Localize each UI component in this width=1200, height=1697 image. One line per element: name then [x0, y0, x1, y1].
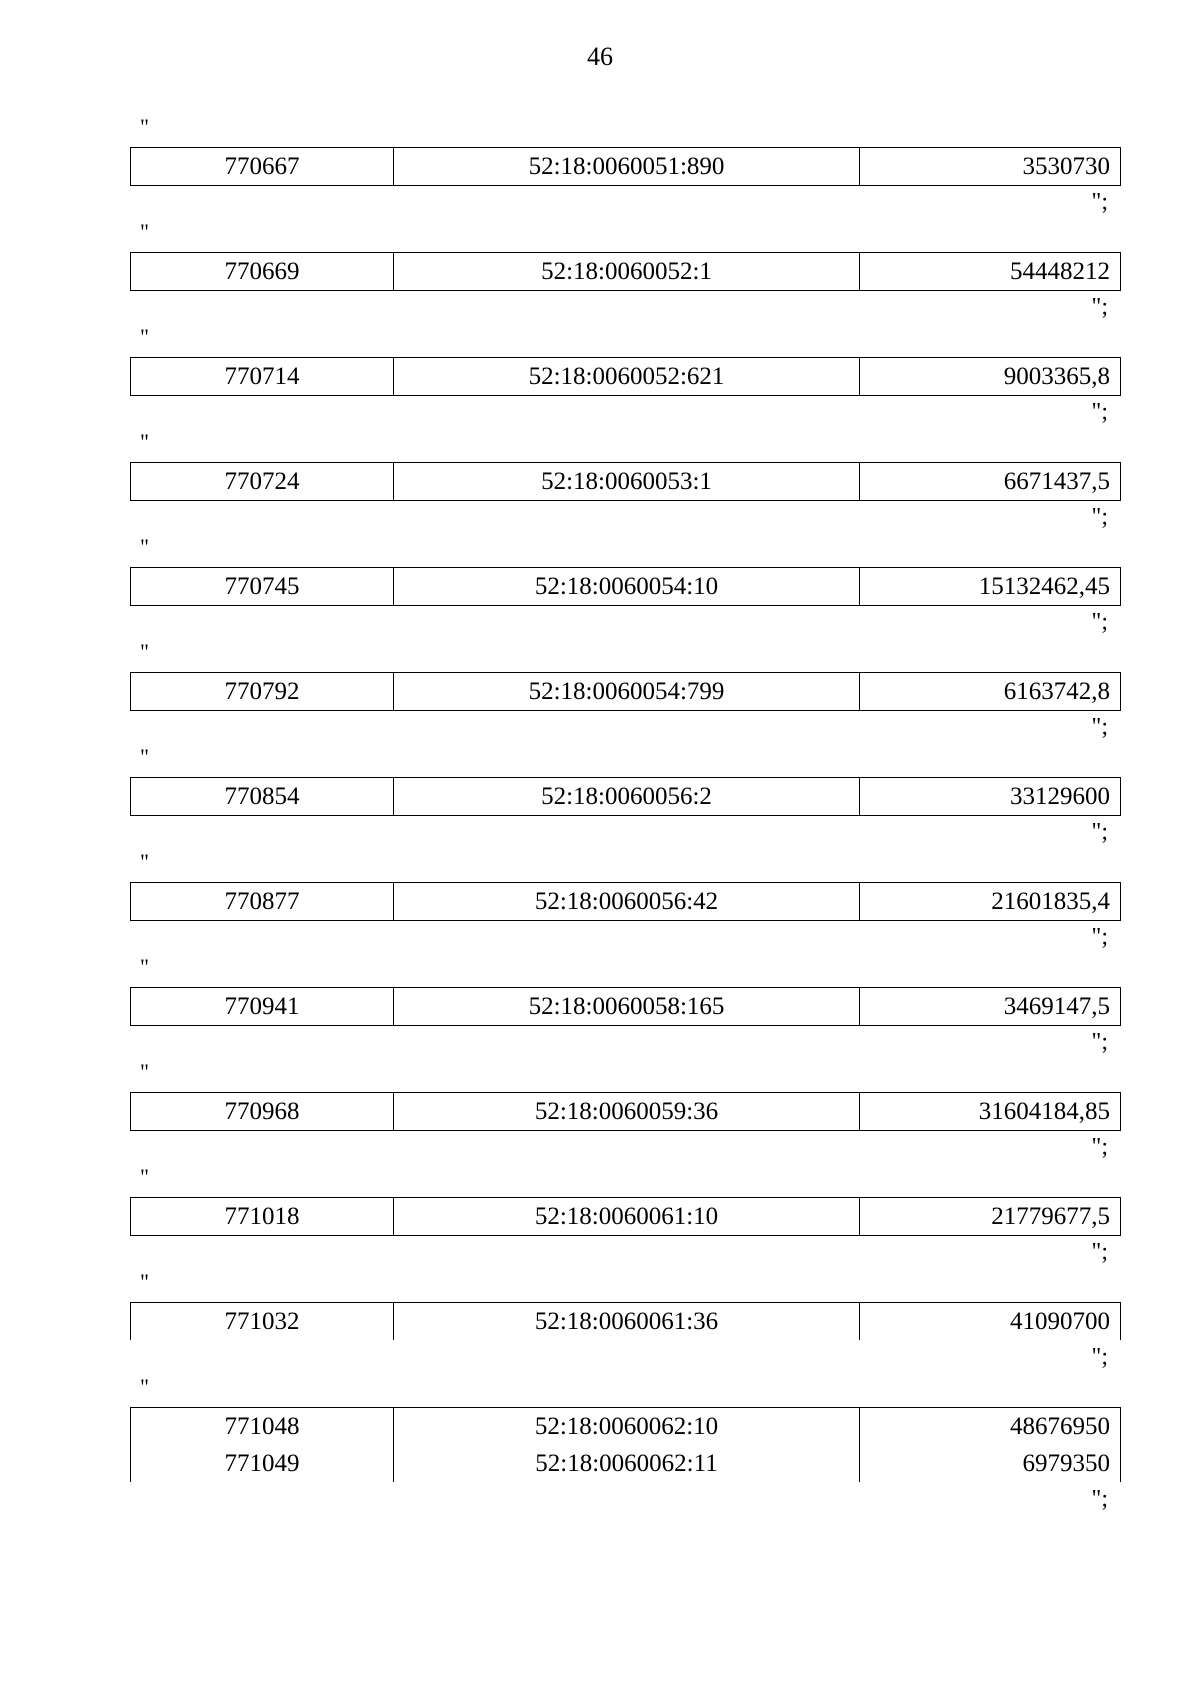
closing-quote-mark: ";	[1091, 294, 1108, 320]
entry-block	[130, 1370, 1120, 1515]
document-body	[130, 110, 1120, 1515]
cadastral-value-cell: 3469147,5	[860, 988, 1121, 1026]
cadastral-number-cell: 52:18:0060052:621	[394, 358, 860, 396]
closing-quote-mark: ";	[1091, 1344, 1108, 1370]
entry-table	[130, 672, 1121, 711]
entry-table	[130, 462, 1121, 501]
page-number: 46	[587, 42, 613, 71]
object-number-cell: 770968	[131, 1093, 394, 1131]
entry-table-wrap	[130, 1197, 1120, 1236]
table-row	[131, 148, 1121, 186]
entry-table	[130, 147, 1121, 186]
cadastral-number-cell: 52:18:0060059:36	[394, 1093, 860, 1131]
opening-quote-mark: "	[140, 429, 149, 454]
entry-table	[130, 882, 1121, 921]
opening-quote-mark: "	[140, 219, 149, 244]
entry-block	[130, 425, 1120, 530]
entry-table-wrap	[130, 777, 1120, 816]
table-row	[131, 1198, 1121, 1236]
table-row	[131, 1408, 1121, 1446]
object-number-cell: 770745	[131, 568, 394, 606]
entry-table-wrap	[130, 672, 1120, 711]
closing-quote-mark: ";	[1091, 1486, 1108, 1512]
entry-block	[130, 1055, 1120, 1160]
object-number-cell: 770669	[131, 253, 394, 291]
table-row	[131, 988, 1121, 1026]
opening-quote-mark: "	[140, 1269, 149, 1294]
closing-quote-mark: ";	[1091, 399, 1108, 425]
cadastral-value-cell: 33129600	[860, 778, 1121, 816]
entry-table-wrap	[130, 462, 1120, 501]
entry-table	[130, 567, 1121, 606]
closing-quote-mark: ";	[1091, 504, 1108, 530]
closing-quote-mark: ";	[1091, 189, 1108, 215]
closing-quote-mark: ";	[1091, 609, 1108, 635]
cadastral-number-cell: 52:18:0060058:165	[394, 988, 860, 1026]
table-row	[131, 253, 1121, 291]
opening-quote-mark: "	[140, 1374, 149, 1399]
table-row	[131, 883, 1121, 921]
cadastral-value-cell: 21601835,4	[860, 883, 1121, 921]
table-row	[131, 673, 1121, 711]
opening-quote-mark: "	[140, 954, 149, 979]
cadastral-value-cell: 6163742,8	[860, 673, 1121, 711]
entry-table	[130, 1407, 1121, 1482]
cadastral-number-cell: 52:18:0060051:890	[394, 148, 860, 186]
entry-block	[130, 320, 1120, 425]
object-number-cell: 770714	[131, 358, 394, 396]
opening-quote-mark: "	[140, 114, 149, 139]
cadastral-value-cell: 48676950	[860, 1408, 1121, 1446]
cadastral-number-cell: 52:18:0060054:10	[394, 568, 860, 606]
entry-table-wrap	[130, 357, 1120, 396]
entry-block	[130, 110, 1120, 215]
cadastral-value-cell: 31604184,85	[860, 1093, 1121, 1131]
cadastral-number-cell: 52:18:0060056:42	[394, 883, 860, 921]
cadastral-value-cell: 54448212	[860, 253, 1121, 291]
object-number-cell: 771032	[131, 1303, 394, 1341]
table-row	[131, 1445, 1121, 1482]
cadastral-number-cell: 52:18:0060053:1	[394, 463, 860, 501]
table-row	[131, 1093, 1121, 1131]
entry-table	[130, 1302, 1121, 1340]
cadastral-value-cell: 21779677,5	[860, 1198, 1121, 1236]
table-row	[131, 1303, 1121, 1341]
cadastral-number-cell: 52:18:0060062:10	[394, 1408, 860, 1446]
object-number-cell: 771049	[131, 1445, 394, 1482]
cadastral-value-cell: 15132462,45	[860, 568, 1121, 606]
cadastral-number-cell: 52:18:0060054:799	[394, 673, 860, 711]
cadastral-number-cell: 52:18:0060062:11	[394, 1445, 860, 1482]
cadastral-number-cell: 52:18:0060061:10	[394, 1198, 860, 1236]
object-number-cell: 770941	[131, 988, 394, 1026]
table-row	[131, 358, 1121, 396]
opening-quote-mark: "	[140, 744, 149, 769]
object-number-cell: 770854	[131, 778, 394, 816]
entry-table-wrap	[130, 882, 1120, 921]
entry-block	[130, 1160, 1120, 1265]
table-row	[131, 568, 1121, 606]
entry-block	[130, 215, 1120, 320]
entry-table	[130, 357, 1121, 396]
object-number-cell: 771018	[131, 1198, 394, 1236]
table-row	[131, 463, 1121, 501]
object-number-cell: 770792	[131, 673, 394, 711]
closing-quote-mark: ";	[1091, 819, 1108, 845]
entry-table	[130, 1197, 1121, 1236]
closing-quote-mark: ";	[1091, 1239, 1108, 1265]
closing-quote-mark: ";	[1091, 924, 1108, 950]
entry-block	[130, 530, 1120, 635]
entry-table-wrap	[130, 987, 1120, 1026]
opening-quote-mark: "	[140, 534, 149, 559]
object-number-cell: 771048	[131, 1408, 394, 1446]
entry-table	[130, 987, 1121, 1026]
entry-table-wrap	[130, 567, 1120, 606]
entry-block	[130, 845, 1120, 950]
table-row	[131, 778, 1121, 816]
entry-table-wrap	[130, 1302, 1120, 1340]
cadastral-number-cell: 52:18:0060052:1	[394, 253, 860, 291]
entry-table-wrap	[130, 252, 1120, 291]
cadastral-value-cell: 41090700	[860, 1303, 1121, 1341]
closing-quote-mark: ";	[1091, 1134, 1108, 1160]
entry-table-wrap	[130, 1407, 1120, 1482]
object-number-cell: 770877	[131, 883, 394, 921]
cadastral-value-cell: 9003365,8	[860, 358, 1121, 396]
entry-block	[130, 1265, 1120, 1370]
opening-quote-mark: "	[140, 324, 149, 349]
opening-quote-mark: "	[140, 639, 149, 664]
opening-quote-mark: "	[140, 1059, 149, 1084]
entry-block	[130, 635, 1120, 740]
cadastral-number-cell: 52:18:0060061:36	[394, 1303, 860, 1341]
entry-table-wrap	[130, 1092, 1120, 1131]
object-number-cell: 770724	[131, 463, 394, 501]
closing-quote-mark: ";	[1091, 714, 1108, 740]
object-number-cell: 770667	[131, 148, 394, 186]
opening-quote-mark: "	[140, 849, 149, 874]
entry-table	[130, 777, 1121, 816]
closing-quote-mark: ";	[1091, 1029, 1108, 1055]
entry-table-wrap	[130, 147, 1120, 186]
entry-table	[130, 252, 1121, 291]
cadastral-value-cell: 6671437,5	[860, 463, 1121, 501]
cadastral-value-cell: 6979350	[860, 1445, 1121, 1482]
entry-block	[130, 740, 1120, 845]
entry-table	[130, 1092, 1121, 1131]
cadastral-number-cell: 52:18:0060056:2	[394, 778, 860, 816]
cadastral-value-cell: 3530730	[860, 148, 1121, 186]
opening-quote-mark: "	[140, 1164, 149, 1189]
entry-block	[130, 950, 1120, 1055]
